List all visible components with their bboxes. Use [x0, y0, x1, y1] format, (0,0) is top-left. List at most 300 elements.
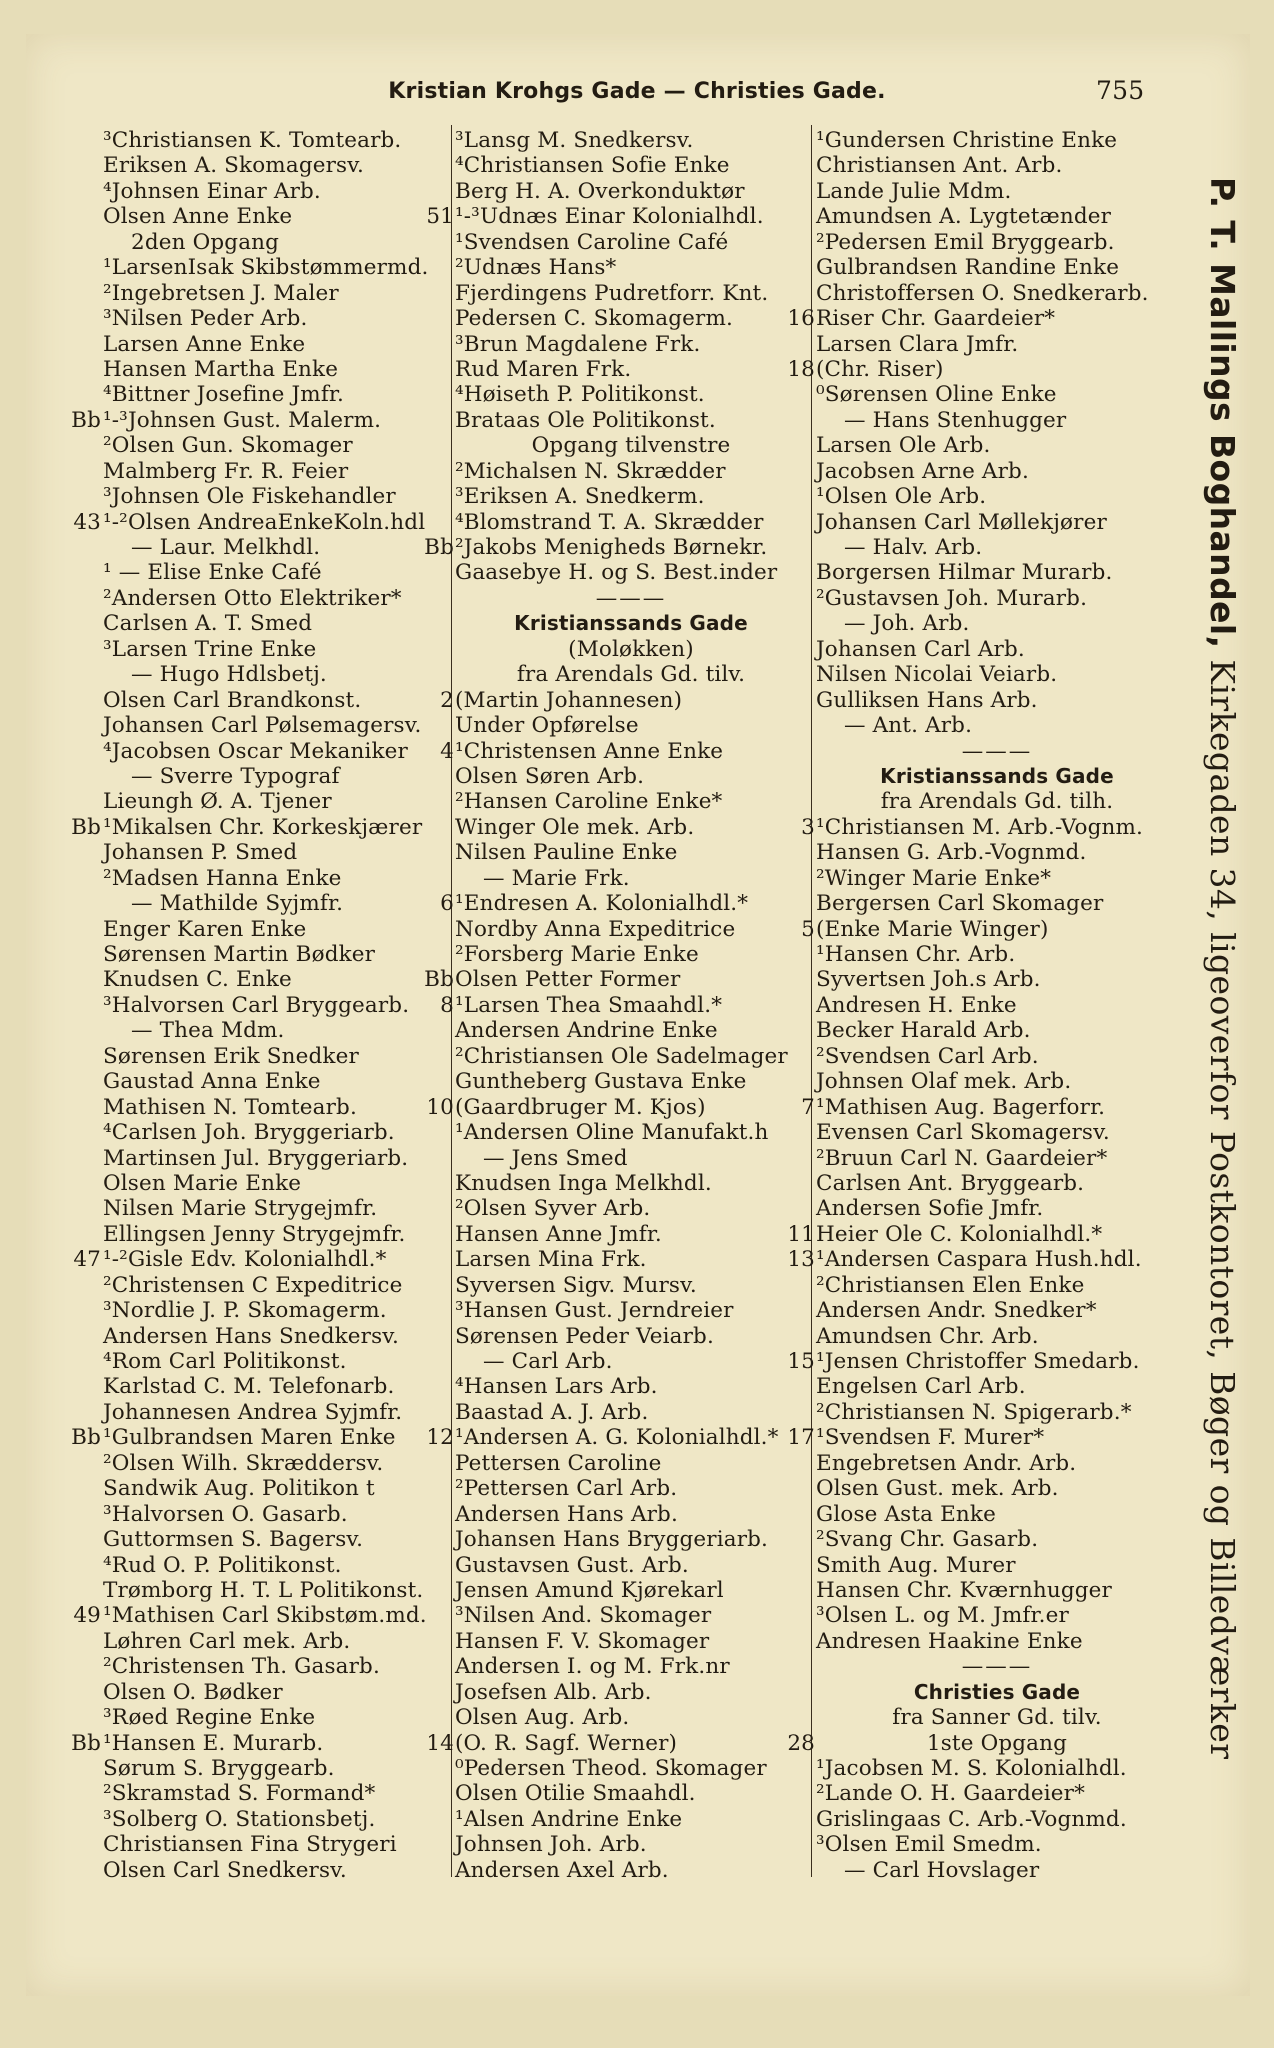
entry-text: ³Eriksen A. Snedkerm.: [455, 484, 705, 510]
directory-entry: [455, 1781, 807, 1806]
directory-entry: [103, 1298, 451, 1323]
entry-text: ²Pedersen Emil Bryggearb.: [816, 229, 1115, 255]
directory-entry: [816, 230, 1178, 255]
directory-entry: [455, 1476, 807, 1501]
directory-entry: [103, 688, 451, 713]
entry-text: — Joh. Arb.: [844, 611, 970, 637]
house-number: 15: [787, 1349, 815, 1374]
directory-entry: [103, 993, 451, 1018]
directory-entry: [103, 153, 451, 178]
entry-text: ¹-³Johnsen Gust. Malerm.: [103, 407, 382, 433]
entry-text: Olsen Anne Enke: [103, 204, 293, 230]
directory-entry: [816, 1273, 1178, 1298]
directory-entry: [455, 1324, 807, 1349]
entry-text: Christies Gade: [913, 1679, 1081, 1704]
directory-entry: [816, 1502, 1178, 1527]
directory-entry: [455, 866, 807, 891]
directory-entry: [816, 1527, 1178, 1552]
directory-entry: [455, 1705, 807, 1730]
directory-entry: [455, 179, 807, 204]
entry-text: ⁴Carlsen Joh. Bryggeriarb.: [103, 1120, 395, 1146]
entry-text: ³Christiansen K. Tomtearb.: [103, 128, 402, 153]
entry-text: ¹-²Olsen AndreaEnkeKoln.hdl: [103, 509, 426, 535]
page-title: Kristian Krohgs Gade — Christies Gade.: [388, 79, 886, 104]
directory-entry: [816, 662, 1178, 687]
entry-text: Mathisen N. Tomtearb.: [103, 1094, 357, 1120]
directory-entry: [455, 1400, 807, 1425]
house-number: 11: [787, 1221, 815, 1247]
entry-text: Kristianssands Gade: [880, 763, 1114, 788]
entry-text: ²Winger Marie Enke*: [816, 865, 1052, 891]
house-number: 16: [787, 306, 815, 332]
directory-entry: [816, 560, 1178, 585]
entry-text: ¹Gundersen Christine Enke: [816, 128, 1118, 153]
entry-text: Under Opførelse: [455, 713, 639, 739]
directory-entry: [816, 535, 1178, 560]
entry-text: ²Forsberg Marie Enke: [455, 942, 699, 967]
directory-entry: [103, 1858, 451, 1883]
directory-entry: [455, 917, 807, 942]
directory-entry: [787, 1425, 1178, 1451]
directory-entry: [455, 306, 807, 331]
directory-entry: [103, 1044, 451, 1069]
directory-entry: [426, 204, 807, 230]
entry-text: Ellingsen Jenny Strygejmfr.: [103, 1221, 406, 1247]
entry-text: Christiansen Ant. Arb.: [816, 153, 1063, 179]
directory-entry: [455, 840, 807, 865]
entry-text: Andersen I. og M. Frk.nr: [455, 1654, 730, 1680]
entry-text: ³Hansen Gust. Jerndreier: [455, 1298, 734, 1324]
entry-text: ⁰Pedersen Theod. Skomager: [455, 1756, 767, 1781]
directory-entry: [103, 204, 451, 229]
entry-text: Josefsen Alb. Arb.: [455, 1679, 652, 1705]
entry-text: ¹Andersen Oline Manufakt.h: [455, 1120, 769, 1146]
directory-entry: [816, 866, 1178, 891]
entry-text: Andersen Andrine Enke: [455, 1018, 718, 1044]
directory-entry: [816, 891, 1178, 916]
entry-text: Sørensen Erik Snedker: [103, 1043, 359, 1069]
section-separator: [455, 586, 807, 611]
directory-entry: [103, 255, 451, 280]
entry-text: Syvertsen Joh.s Arb.: [816, 967, 1041, 993]
entry-text: Eriksen A. Skomagersv.: [103, 153, 364, 179]
entry-text: — Marie Frk.: [483, 865, 630, 891]
directory-entry: [103, 891, 451, 916]
entry-text: Guntheberg Gustava Enke: [455, 1069, 747, 1095]
entry-text: ———: [961, 1654, 1033, 1680]
entry-text: ³Johnsen Ole Fiskehandler: [103, 484, 396, 510]
entry-text: ¹Endresen A. Kolonialhdl.*: [455, 891, 749, 917]
entry-text: ³Brun Magdalene Frk.: [455, 331, 701, 357]
directory-entry: [455, 128, 807, 153]
directory-entry: [103, 662, 451, 687]
entry-text: ¹Christensen Anne Enke: [455, 738, 724, 764]
directory-entry: [103, 1273, 451, 1298]
entry-text: ³Halvorsen Carl Bryggearb.: [103, 992, 410, 1018]
entry-text: ²Andersen Otto Elektriker*: [103, 585, 402, 611]
entry-text: ———: [595, 585, 667, 611]
directory-entry: [787, 306, 1178, 332]
entry-text: Gaustad Anna Enke: [103, 1069, 321, 1095]
entry-text: ²Christiansen Elen Enke: [816, 1272, 1085, 1298]
directory-entry: [816, 1578, 1178, 1603]
entry-text: Berg H. A. Overkonduktør: [455, 178, 745, 204]
directory-entry: [816, 510, 1178, 535]
directory-entry: [816, 382, 1178, 407]
entry-text: Olsen Carl Snedkersv.: [103, 1857, 347, 1883]
entry-text: ³Nilsen And. Skomager: [455, 1603, 712, 1629]
entry-text: Gulbrandsen Randine Enke: [816, 255, 1120, 281]
directory-entry: [455, 332, 807, 357]
entry-text: Grislingaas C. Arb.-Vognmd.: [816, 1806, 1127, 1832]
directory-entry: [455, 1018, 807, 1043]
directory-entry: [816, 128, 1178, 153]
column-divider: [811, 125, 812, 1877]
entry-text: Knudsen C. Enke: [103, 967, 292, 993]
house-number: 4: [440, 738, 454, 764]
directory-entry: [455, 560, 807, 585]
entry-text: ²Hansen Caroline Enke*: [455, 789, 723, 815]
entry-text: Johansen Carl Pølsemagersv.: [103, 713, 422, 739]
directory-entry: [455, 1120, 807, 1145]
directory-entry: [103, 1222, 451, 1247]
directory-entry: [816, 1146, 1178, 1171]
directory-entry: [103, 739, 451, 764]
entry-text: ²Gustavsen Joh. Murarb.: [816, 585, 1088, 611]
entry-text: Karlstad C. M. Telefonarb.: [103, 1374, 395, 1400]
directory-entry: [455, 433, 807, 458]
entry-text: ⁴Bittner Josefine Jmfr.: [103, 382, 344, 408]
entry-text: ¹Svendsen F. Murer*: [816, 1425, 1045, 1451]
entry-text: ²Skramstad S. Formand*: [103, 1781, 376, 1807]
entry-text: Hansen Anne Jmfr.: [455, 1221, 662, 1247]
directory-entry: [103, 1120, 451, 1145]
entry-text: Gulliksen Hans Arb.: [816, 687, 1038, 713]
directory-entry: [455, 510, 807, 535]
directory-entry: [103, 1069, 451, 1094]
entry-text: Olsen Petter Former: [455, 967, 681, 993]
directory-entry: [816, 586, 1178, 611]
entry-text: ²Svang Chr. Gasarb.: [816, 1527, 1039, 1553]
entry-text: ¹Alsen Andrine Enke: [455, 1806, 683, 1832]
entry-text: ²Madsen Hanna Enke: [103, 865, 342, 891]
entry-text: Trømborg H. T. L Politikonst.: [103, 1577, 424, 1603]
entry-text: Bergersen Carl Skomager: [816, 891, 1104, 917]
directory-entry: [103, 1781, 451, 1806]
directory-entry: [103, 789, 451, 814]
entry-text: ¹Hansen E. Murarb.: [103, 1730, 324, 1756]
directory-entry: [816, 153, 1178, 178]
directory-entry: [816, 1603, 1178, 1628]
entry-text: Nilsen Marie Strygejmfr.: [103, 1196, 378, 1222]
directory-entry: [816, 713, 1178, 738]
house-number: Bb: [71, 1425, 101, 1451]
entry-text: Jacobsen Arne Arb.: [816, 458, 1029, 484]
directory-entry: [103, 586, 451, 611]
house-number: 5: [801, 916, 815, 942]
entry-text: ¹Gulbrandsen Maren Enke: [103, 1425, 396, 1451]
directory-entry: [455, 1247, 807, 1272]
entry-text: Heier Ole C. Kolonialhdl.*: [816, 1221, 1103, 1247]
directory-entry: [440, 738, 807, 764]
directory-entry: [455, 1603, 807, 1628]
entry-text: Larsen Mina Frk.: [455, 1247, 647, 1273]
directory-entry: [455, 1044, 807, 1069]
entry-text: Christoffersen O. Snedkerarb.: [816, 280, 1149, 306]
entry-text: ³Larsen Trine Enke: [103, 636, 317, 662]
entry-text: Engebretsen Andr. Arb.: [816, 1450, 1077, 1476]
directory-entry: [816, 255, 1178, 280]
directory-entry: [103, 1400, 451, 1425]
house-number: 17: [787, 1425, 815, 1451]
directory-entry: [816, 1069, 1178, 1094]
entry-text: Rud Maren Frk.: [455, 356, 632, 382]
directory-entry: [455, 1146, 807, 1171]
directory-entry: [816, 1553, 1178, 1578]
entry-text: Borgersen Hilmar Murarb.: [816, 560, 1113, 586]
directory-entry: [455, 637, 807, 662]
directory-entry: [103, 1476, 451, 1501]
entry-text: ²Bruun Carl N. Gaardeier*: [816, 1145, 1108, 1171]
directory-entry: [455, 764, 807, 789]
directory-entry: [71, 814, 451, 840]
house-number: Bb: [71, 1730, 101, 1756]
directory-entry: [103, 1018, 451, 1043]
entry-text: ²Christensen C Expeditrice: [103, 1272, 403, 1298]
entry-text: ²Pettersen Carl Arb.: [455, 1476, 678, 1502]
directory-entry: [816, 993, 1178, 1018]
entry-text: Malmberg Fr. R. Feier: [103, 458, 349, 484]
entry-text: Johansen Carl Arb.: [816, 636, 1025, 662]
entry-text: Larsen Anne Enke: [103, 331, 306, 357]
directory-entry: [103, 535, 451, 560]
entry-text: Johnsen Olaf mek. Arb.: [816, 1069, 1072, 1095]
directory-entry: [103, 1527, 451, 1552]
entry-text: — Thea Mdm.: [131, 1018, 285, 1044]
entry-text: ²Christensen Th. Gasarb.: [103, 1654, 380, 1680]
directory-entry: [103, 1756, 451, 1781]
entry-text: Olsen Carl Brandkonst.: [103, 687, 362, 713]
directory-entry: [424, 535, 807, 560]
directory-entry: [801, 1094, 1178, 1120]
directory-entry: [103, 1654, 451, 1679]
directory-entry: [103, 332, 451, 357]
entry-text: Evensen Carl Skomagersv.: [816, 1120, 1110, 1146]
entry-text: ¹Mathisen Carl Skibstøm.md.: [103, 1603, 427, 1629]
entry-text: ³Olsen L. og M. Jmfr.er: [816, 1603, 1069, 1629]
entry-text: ¹Christiansen M. Arb.-Vognm.: [816, 814, 1144, 840]
entry-text: Gaasebye H. og S. Best.inder: [455, 560, 778, 586]
directory-entry: [801, 916, 1178, 942]
entry-text: — Laur. Melkhdl.: [131, 535, 321, 560]
entry-text: fra Arendals Gd. tilv.: [516, 662, 746, 688]
entry-text: Andresen Haakine Enke: [816, 1628, 1083, 1654]
entry-text: ¹LarsenIsak Skibstømmermd.: [103, 255, 429, 281]
house-number: 18: [787, 356, 815, 382]
entry-text: Kristianssands Gade: [514, 611, 748, 636]
directory-entry: [816, 1374, 1178, 1399]
entry-text: — Jens Smed: [483, 1145, 628, 1171]
directory-entry: [73, 1603, 451, 1629]
directory-entry: [103, 1374, 451, 1399]
directory-entry: [455, 1807, 807, 1832]
entry-text: Andersen Hans Snedkersv.: [103, 1323, 400, 1349]
entry-text: Baastad A. J. Arb.: [455, 1399, 649, 1425]
entry-text: Andersen Axel Arb.: [455, 1857, 669, 1883]
directory-entry: [103, 917, 451, 942]
entry-text: ⁴Rom Carl Politikonst.: [103, 1349, 347, 1374]
directory-entry: [816, 332, 1178, 357]
house-number: 28: [787, 1730, 815, 1756]
directory-entry: [455, 1553, 807, 1578]
directory-entry: [103, 281, 451, 306]
directory-entry: [455, 281, 807, 306]
directory-column-2: [424, 128, 807, 1883]
entry-text: (Enke Marie Winger): [816, 916, 1049, 942]
directory-entry: [426, 1094, 807, 1120]
entry-text: — Carl Arb.: [483, 1349, 613, 1374]
entry-text: Nilsen Nicolai Veiarb.: [816, 662, 1058, 688]
advertisement-text: Kirkegaden 34, ligeoverfor Postkontoret, Bøger og Billedværker: [1203, 648, 1242, 1760]
entry-text: Fjerdingens Pudretforr. Knt.: [455, 280, 769, 306]
directory-entry: [455, 153, 807, 178]
directory-entry: [816, 1807, 1178, 1832]
entry-text: ¹ — Elise Enke Café: [103, 560, 322, 586]
directory-entry: [816, 1858, 1178, 1883]
directory-entry: [103, 1095, 451, 1120]
directory-entry: [455, 1196, 807, 1221]
entry-text: Riser Chr. Gaardeier*: [816, 306, 1056, 332]
directory-entry: [103, 1146, 451, 1171]
entry-text: ²Olsen Wilh. Skræddersv.: [103, 1450, 384, 1476]
entry-text: Lieungh Ø. A. Tjener: [103, 789, 332, 815]
entry-text: (O. R. Sagf. Werner): [455, 1730, 678, 1756]
entry-text: ¹Andersen A. G. Kolonialhdl.*: [455, 1425, 779, 1451]
directory-entry: [816, 1705, 1178, 1730]
house-number: 51: [426, 204, 454, 230]
directory-entry: [103, 611, 451, 636]
house-number: 10: [426, 1094, 454, 1120]
entry-text: Nordby Anna Expeditrice: [455, 916, 736, 942]
directory-entry: [103, 1578, 451, 1603]
entry-text: Andersen Sofie Jmfr.: [816, 1196, 1044, 1222]
page-header: [0, 73, 1274, 113]
entry-text: Larsen Ole Arb.: [816, 433, 991, 459]
entry-text: ²Christiansen N. Spigerarb.*: [816, 1399, 1132, 1425]
house-number: Bb: [424, 967, 454, 993]
directory-column-3: [787, 128, 1178, 1883]
directory-entry: [816, 1476, 1178, 1501]
house-number: 14: [426, 1730, 454, 1756]
directory-entry: [455, 1502, 807, 1527]
directory-entry: [455, 1578, 807, 1603]
entry-text: ³Nordlie J. P. Skomagerm.: [103, 1298, 387, 1324]
directory-entry: [455, 1451, 807, 1476]
entry-text: ¹Olsen Ole Arb.: [816, 484, 987, 510]
directory-entry: [455, 408, 807, 433]
entry-text: ²Udnæs Hans*: [455, 255, 617, 281]
directory-entry: [103, 764, 451, 789]
section-separator: [816, 739, 1178, 764]
directory-entry: [103, 713, 451, 738]
entry-text: ²Christiansen Ole Sadelmager: [455, 1043, 788, 1069]
directory-entry: [816, 1324, 1178, 1349]
entry-text: Smith Aug. Murer: [816, 1552, 1016, 1578]
entry-text: (Gaardbruger M. Kjos): [455, 1094, 706, 1120]
directory-entry: [816, 459, 1178, 484]
directory-entry: [455, 255, 807, 280]
directory-entry: [455, 1374, 807, 1399]
directory-entry: [73, 1247, 451, 1273]
directory-entry: [816, 637, 1178, 662]
directory-entry: [103, 560, 451, 585]
directory-entry: [816, 611, 1178, 636]
directory-entry: [816, 1400, 1178, 1425]
entry-text: Johansen Carl Møllekjører: [816, 509, 1107, 535]
directory-entry: [455, 815, 807, 840]
directory-entry: [440, 891, 807, 917]
entry-text: Olsen O. Bødker: [103, 1679, 283, 1705]
entry-text: ²Jakobs Menigheds Børnekr.: [455, 535, 768, 560]
entry-text: Johannesen Andrea Syjmfr.: [103, 1399, 403, 1425]
directory-entry: [103, 459, 451, 484]
entry-text: Olsen Gust. mek. Arb.: [816, 1476, 1059, 1502]
house-number: 12: [426, 1425, 454, 1451]
directory-entry: [426, 1730, 807, 1756]
entry-text: ¹-²Gisle Edv. Kolonialhdl.*: [103, 1247, 387, 1273]
entry-text: ⁴Blomstrand T. A. Skrædder: [455, 509, 764, 535]
directory-entry: [103, 1171, 451, 1196]
directory-entry: [816, 1044, 1178, 1069]
directory-entry: [455, 484, 807, 509]
directory-entry: [103, 1832, 451, 1857]
directory-entry: [816, 840, 1178, 865]
directory-entry: [455, 1349, 807, 1374]
entry-text: ³Røed Regine Enke: [103, 1705, 316, 1731]
directory-entry: [103, 1553, 451, 1578]
entry-text: Pedersen C. Skomagerm.: [455, 306, 733, 332]
entry-text: Hansen G. Arb.-Vognmd.: [816, 840, 1087, 866]
entry-text: (Chr. Riser): [816, 356, 944, 382]
house-number: 7: [801, 1094, 815, 1120]
entry-text: Olsen Aug. Arb.: [455, 1705, 630, 1731]
entry-text: Christiansen Fina Strygeri: [103, 1832, 397, 1858]
entry-text: ¹Mathisen Aug. Bagerforr.: [816, 1094, 1106, 1120]
directory-entry: [455, 1858, 807, 1883]
directory-entry: [455, 1654, 807, 1679]
entry-text: Andersen Andr. Snedker*: [816, 1298, 1097, 1324]
directory-entry: [103, 230, 451, 255]
directory-entry: [455, 357, 807, 382]
entry-text: Nilsen Pauline Enke: [455, 840, 678, 866]
entry-text: Johansen Hans Bryggeriarb.: [455, 1527, 769, 1553]
entry-text: Sandwik Aug. Politikon t: [103, 1476, 375, 1502]
entry-text: Gustavsen Gust. Arb.: [455, 1552, 689, 1578]
entry-text: Hansen F. V. Skomager: [455, 1628, 710, 1654]
directory-entry: [455, 1527, 807, 1552]
section-separator: [816, 1654, 1178, 1679]
directory-entry: [816, 942, 1178, 967]
directory-entry: [73, 509, 451, 535]
entry-text: Johansen P. Smed: [103, 840, 298, 866]
entry-text: Sørensen Martin Bødker: [103, 942, 376, 967]
directory-entry: [455, 713, 807, 738]
entry-text: — Sverre Typograf: [131, 763, 340, 789]
entry-text: Knudsen Inga Melkhdl.: [455, 1170, 712, 1196]
directory-entry: [455, 1832, 807, 1857]
directory-entry: [103, 1680, 451, 1705]
directory-entry: [816, 1451, 1178, 1476]
